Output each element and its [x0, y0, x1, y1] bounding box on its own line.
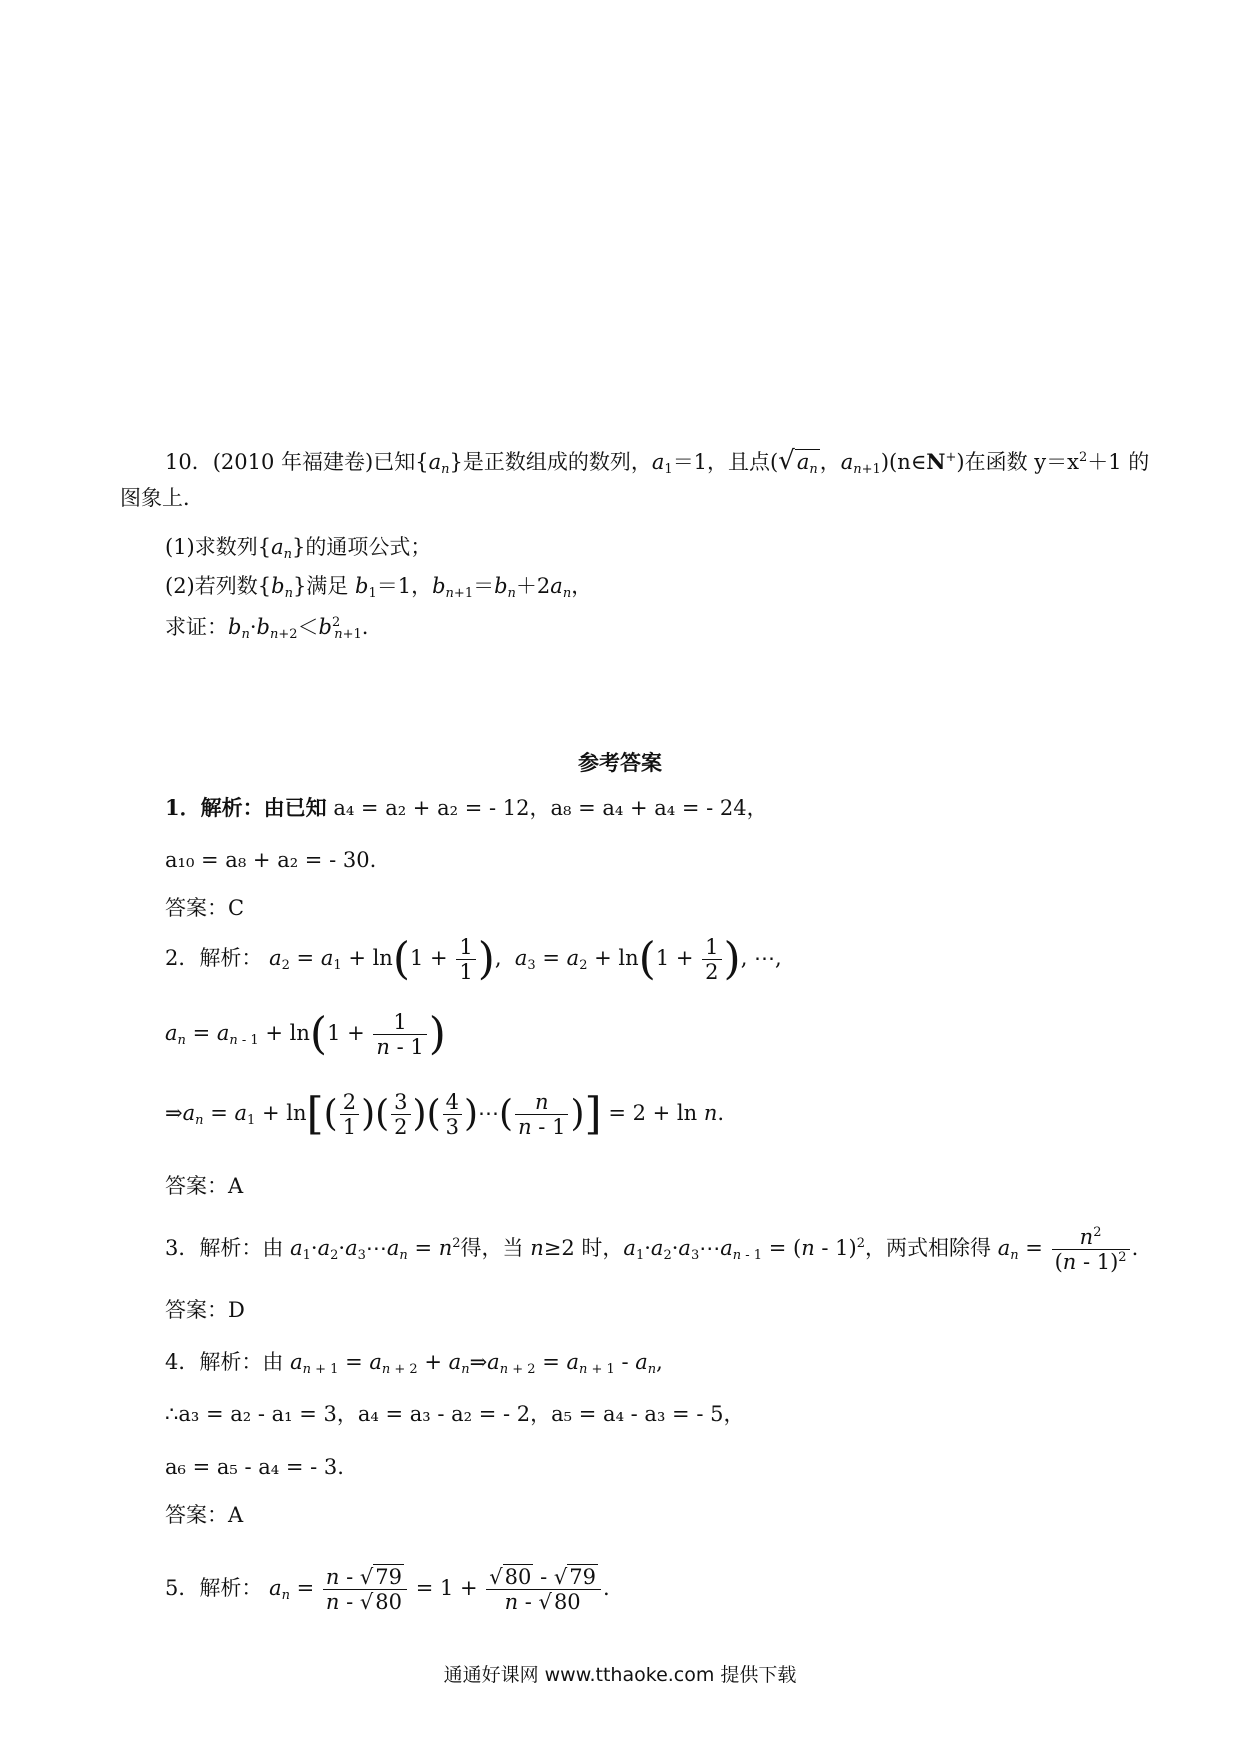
answers-title: 参考答案	[578, 750, 662, 775]
answer-1-choice: 答案：C	[165, 896, 245, 920]
page-footer: 通通好课网 www.tthaoke.com 提供下载	[443, 1664, 797, 1686]
answer-4-line3: a₆ = a₅ - a₄ = - 3.	[165, 1455, 344, 1479]
question-10-line2: 图象上．	[120, 486, 204, 510]
answer-3-choice: 答案：D	[165, 1298, 245, 1322]
answer-2-line3: $\Rightarrow a_n = a_1 + \ln$[( $\frac{2}{1}$ )( $\frac{3}{2}$ )( $\frac{4}{3}$ )⋯( $\frac{n}{n - 1}$ )] = 2 + ln n.	[165, 1088, 725, 1140]
question-10-prove: 求证：$b_n\cdot b_{n+2}<b^2_{n+1}$.	[165, 615, 369, 642]
answer-2-line2: $a_n = a_{n - 1} + \ln(1$ + $\frac{1}{n - 1}$ )	[165, 1008, 446, 1060]
answer-3-line1: 3．解析：由 $a_1\cdot a_2\cdot a_3\cdots a_n = n^2$得，当 n≥2 时，$a_1\cdot a_2\cdot a_3\cdots a_{n - 1} = (n - 1)^2$，两式相除得 $a_n$ = $\frac{n^2}{(n - 1)^2}$ .	[165, 1225, 1139, 1275]
answer-4-line2: ∴a₃ = a₂ - a₁ = 3，a₄ = a₃ - a₂ = - 2，a₅ = a₄ - a₃ = - 5，	[165, 1402, 745, 1426]
question-10-part2: (2)若列数$\{b_n\}$满足 $b_1=1$，$b_{n+1}=b_n+2a_n$，	[165, 574, 593, 601]
answer-1-line1: 1．解析：由已知 a₄ = a₂ + a₂ = - 12，a₈ = a₄ + a₄ = - 24，	[165, 795, 768, 820]
answer-4-choice: 答案：A	[165, 1503, 244, 1527]
answer-5-line1: 5．解析： $a_n$ = $\frac{n - √79}{n - √80}$ = 1 + $\frac{√80 - √79}{n - √80}$ .	[165, 1565, 610, 1615]
answer-4-line1: 4．解析：由 $a_{n + 1} = a_{n + 2}$ + $a_n\Rightarrow a_{n + 2} = a_{n + 1} - a_n$,	[165, 1350, 663, 1377]
answer-2-choice: 答案：A	[165, 1174, 244, 1198]
question-10-part1: (1)求数列$\{a_n\}$的通项公式；	[165, 535, 432, 562]
question-10-line1: 10．(2010 年福建卷)已知$\{a_n\}$是正数组成的数列，$a_1=1$，且点($√a_n$，$a_{n+1})(n\in N^+)$在函数 $y=x^2+1$ 的	[165, 446, 1150, 477]
answer-1-line2: a₁₀ = a₈ + a₂ = - 30.	[165, 848, 377, 872]
answer-2-line1: 2．解析： $a_2 = a_1 + \ln(1$ + $\frac{1}{1}$ ), $a_3 = a_2 + \ln(1$ + $\frac{1}{2}$ ), ⋯,	[165, 933, 782, 985]
